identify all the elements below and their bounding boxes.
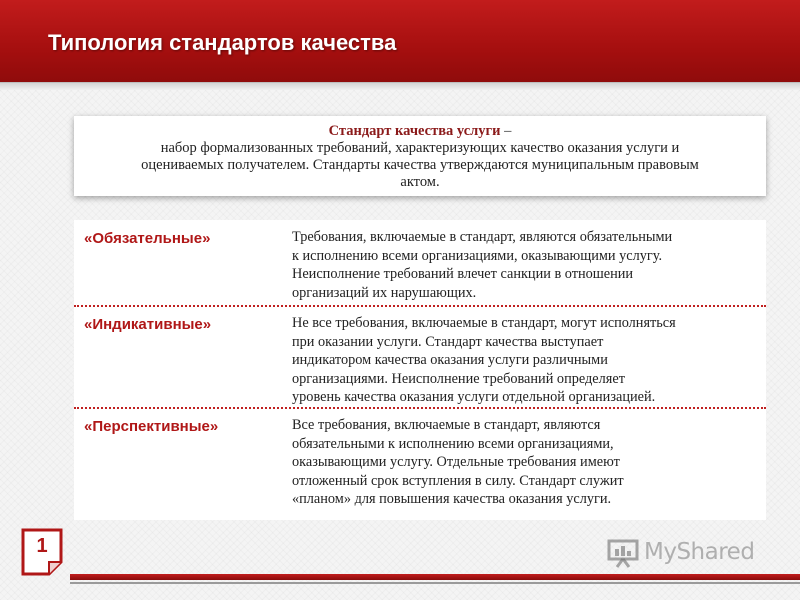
slide-number-badge: [20, 527, 64, 577]
description-line: отложенный срок вступления в силу. Стандарт служит: [292, 472, 624, 489]
header-divider: [0, 82, 800, 90]
type-row-mandatory: [74, 220, 766, 306]
slide-title: Типология стандартов качества: [48, 30, 397, 55]
description-line: организациями. Неисполнение требований определяет: [292, 370, 625, 387]
description-line: «планом» для повышения качества оказания услуги.: [292, 491, 612, 507]
definition-box: [74, 116, 766, 196]
type-description: [292, 314, 760, 407]
type-name: «Индикативные»: [84, 316, 212, 333]
standards-types-table: [74, 220, 766, 520]
slide-number: 1: [36, 535, 48, 557]
definition-line-3: актом.: [400, 174, 440, 190]
description-line: Требования, включаемые в стандарт, являются обязательными: [292, 229, 673, 245]
type-name: «Перспективные»: [84, 418, 219, 435]
type-description: [292, 228, 760, 302]
definition-dash: –: [500, 123, 512, 139]
presentation-board-icon: [606, 537, 642, 569]
description-line: обязательными к исполнению всеми организациями,: [292, 435, 614, 452]
description-line: уровень качества оказания услуги отдельной организацией.: [292, 389, 656, 405]
definition-term: Стандарт качества услуги: [328, 123, 501, 139]
footer-rule: [70, 582, 800, 584]
type-row-indicative: [74, 306, 766, 408]
description-line: оказывающими услугу. Отдельные требования имеют: [292, 454, 620, 470]
myshared-watermark: [606, 537, 776, 569]
type-name: «Обязательные»: [84, 230, 211, 247]
watermark-text: MyShared: [644, 539, 755, 565]
description-line: при оказании услуги. Стандарт качества выступает: [292, 333, 604, 350]
footer-bar: [70, 574, 800, 580]
definition-line-2: оцениваемых получателем. Стандарты качества утверждаются муниципальным правовым: [141, 157, 699, 173]
definition-line-1: набор формализованных требований, характеризующих качество оказания услуги и: [160, 140, 680, 156]
description-line: Неисполнение требований влечет санкции в отношении: [292, 266, 634, 282]
description-line: к исполнению всеми организациями, оказывающими услугу.: [292, 247, 663, 264]
type-row-perspective: [74, 408, 766, 520]
description-line: организаций их нарушающих.: [292, 284, 477, 301]
description-line: индикатором качества оказания услуги различными: [292, 352, 608, 368]
description-line: Все требования, включаемые в стандарт, являются: [292, 417, 601, 433]
description-line: Не все требования, включаемые в стандарт, могут исполняться: [292, 315, 676, 331]
definition-line-0: [74, 123, 766, 140]
type-description: [292, 416, 760, 509]
